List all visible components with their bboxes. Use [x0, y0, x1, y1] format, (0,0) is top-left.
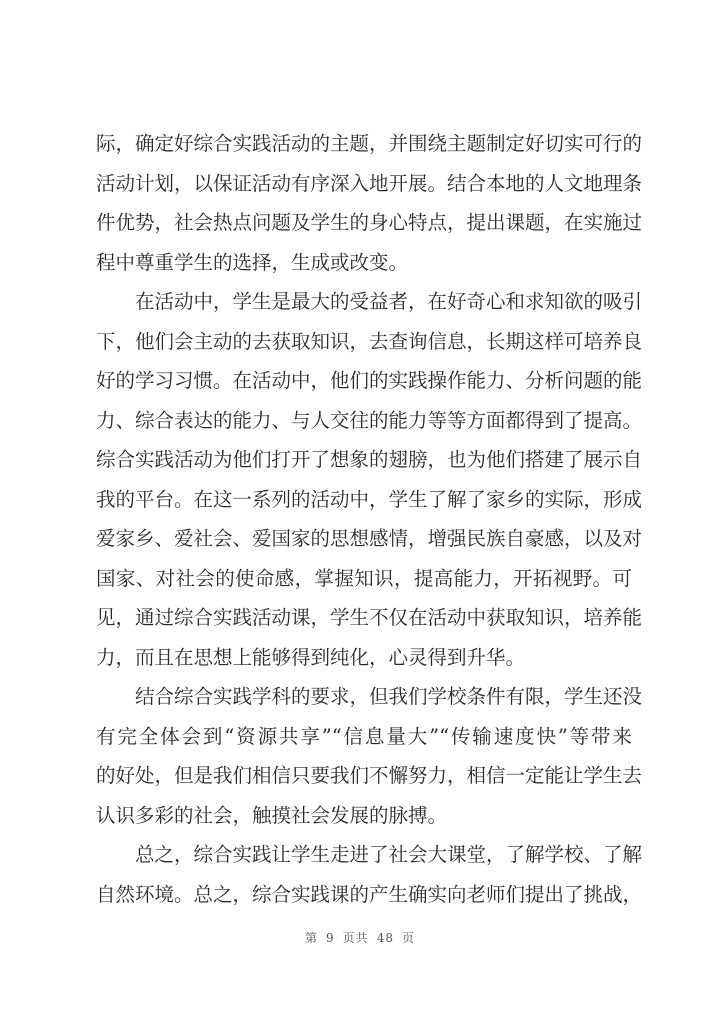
- page-number-footer: [0, 929, 720, 946]
- footer-suffix: 页: [401, 931, 415, 945]
- paragraph-1: [96, 124, 643, 282]
- text-line: 程中尊重学生的选择，生成或改变。: [96, 250, 409, 274]
- paragraph-3: [96, 677, 643, 835]
- text-line: 综合实践活动为他们打开了想象的翅膀，也为他们搭建了展示自: [96, 448, 643, 471]
- text-line: 结合综合实践学科的要求，但我们学校条件有限，学生还没: [135, 685, 643, 708]
- text-line: 的好处，但是我们相信只要我们不懈努力，相信一定能让学生去: [96, 764, 643, 787]
- text-line: 有完全体会到“资源共享”“信息量大”“传输速度快”等带来: [96, 724, 632, 748]
- footer-total-pages: 48: [376, 931, 394, 945]
- text-line: 好的学习习惯。在活动中，他们的实践操作能力、分析问题的能: [96, 369, 643, 392]
- text-line: 件优势，社会热点问题及学生的身心特点，提出课题，在实施过: [96, 211, 643, 234]
- text-line: 爱家乡、爱社会、爱国家的思想感情，增强民族自豪感，以及对: [96, 527, 643, 550]
- text-line: 活动计划，以保证活动有序深入地开展。结合本地的人文地理条: [96, 171, 643, 195]
- footer-prefix: 第: [305, 931, 319, 945]
- text-line: 际，确定好综合实践活动的主题，并围绕主题制定好切实可行的: [96, 132, 643, 155]
- text-line: 总之，综合实践让学生走进了社会大课堂，了解学校、了解: [135, 843, 643, 866]
- footer-mid: 页共: [342, 931, 369, 945]
- text-line: 自然环境。总之，综合实践课的产生确实向老师们提出了挑战，: [96, 882, 643, 906]
- text-line: 认识多彩的社会，触摸社会发展的脉搏。: [96, 803, 448, 827]
- text-line: 在活动中，学生是最大的受益者，在好奇心和求知欲的吸引: [135, 290, 643, 313]
- text-line: 力，而且在思想上能够得到纯化，心灵得到升华。: [96, 645, 526, 669]
- text-line: 下，他们会主动的去获取知识，去查询信息，长期这样可培养良: [96, 329, 643, 353]
- paragraph-4: [96, 835, 643, 914]
- footer-current-page: 9: [326, 931, 335, 945]
- body-text: [96, 124, 643, 914]
- text-line: 我的平台。在这一系列的活动中，学生了解了家乡的实际，形成: [96, 487, 643, 511]
- paragraph-2: [96, 282, 643, 677]
- text-line: 国家、对社会的使命感，掌握知识，提高能力，开拓视野。可: [96, 566, 632, 590]
- text-line: 力、综合表达的能力、与人交往的能力等等方面都得到了提高。: [96, 408, 643, 432]
- text-line: 见，通过综合实践活动课，学生不仅在活动中获取知识，培养能: [96, 606, 643, 629]
